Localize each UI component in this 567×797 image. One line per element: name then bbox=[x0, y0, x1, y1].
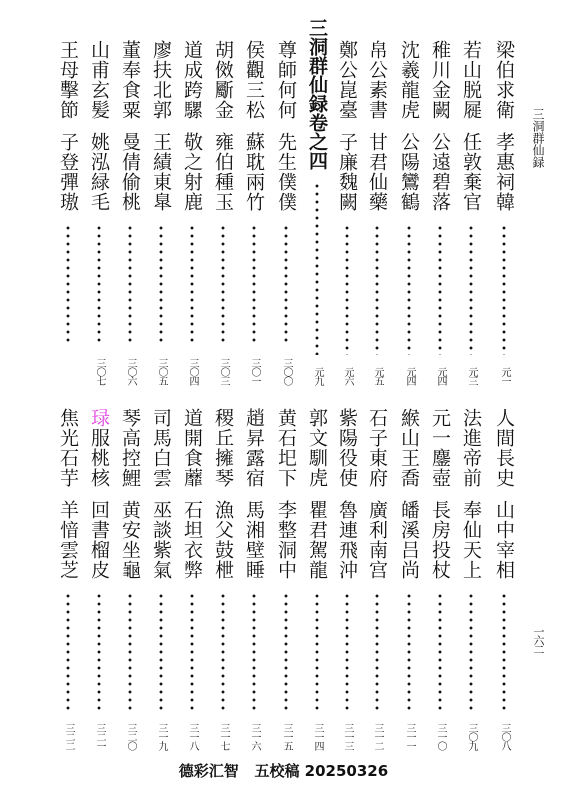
entry-title-paired: 長房投杖 bbox=[429, 500, 451, 580]
leader-dots bbox=[159, 592, 163, 711]
entry-page: 元四 bbox=[435, 367, 446, 385]
entry-page: 元九 bbox=[312, 367, 323, 385]
leader-dots bbox=[190, 224, 194, 346]
entry-title: 法進帝前 bbox=[460, 408, 482, 488]
entry-title: 鄭公崑臺 bbox=[336, 40, 358, 120]
entry-title: 稷丘擁琴 bbox=[212, 408, 234, 488]
entry-title-paired: 山中宰相 bbox=[493, 500, 515, 580]
entry-page: 三〇六 bbox=[125, 358, 136, 385]
entry-title: 王母擊節 bbox=[57, 40, 79, 120]
entry-title-paired: 孝惠祠韓 bbox=[493, 132, 515, 212]
entry-page: 三一一 bbox=[404, 723, 415, 750]
entry-title-paired: 任敦棄官 bbox=[460, 132, 482, 212]
leader-dots bbox=[284, 224, 288, 346]
leader-dots bbox=[159, 224, 163, 346]
entry-title: 元一鏖壺 bbox=[429, 408, 451, 488]
entry-title: 山甫玄髪 bbox=[88, 40, 110, 120]
toc-entry bbox=[54, 40, 82, 385]
leader-dots bbox=[407, 592, 411, 711]
entry-page: 三一六 bbox=[249, 723, 260, 750]
entry-title-paired: 廣利南宫 bbox=[366, 500, 388, 580]
toc-entry bbox=[272, 40, 300, 385]
entry-title: 焦光石芋 bbox=[57, 408, 79, 488]
entry-title-paired: 先生僕僕 bbox=[275, 132, 297, 212]
leader-dots bbox=[128, 592, 132, 711]
entry-title-paired: 公遠碧落 bbox=[429, 132, 451, 212]
toc-entry bbox=[490, 408, 518, 750]
entry-title-paired: 李整洞中 bbox=[275, 500, 297, 580]
entry-page: 元三 bbox=[466, 367, 477, 385]
toc-entry bbox=[303, 408, 331, 750]
volume-heading bbox=[303, 18, 331, 385]
toc-entry bbox=[490, 40, 518, 385]
leader-dots bbox=[345, 224, 349, 355]
entry-title: 紫陽役使 bbox=[336, 408, 358, 488]
toc-entry bbox=[457, 408, 485, 750]
entry-page: 元六 bbox=[342, 367, 353, 385]
highlighted-character: 琭 bbox=[88, 408, 110, 428]
leader-dots bbox=[97, 224, 101, 346]
toc-entry bbox=[240, 40, 268, 385]
entry-title-paired: 子登彈璈 bbox=[57, 132, 79, 212]
entry-title: 稚川金闕 bbox=[429, 40, 451, 120]
proof-footer: 德彩汇智 五校稿 20250326 bbox=[178, 762, 389, 780]
toc-entry bbox=[395, 40, 423, 385]
entry-title-paired: 馬湘壁睡 bbox=[243, 500, 265, 580]
entry-page: 三二〇 bbox=[125, 723, 136, 750]
entry-title: 人間長史 bbox=[493, 408, 515, 488]
leader-dots bbox=[407, 224, 411, 355]
leader-dots bbox=[252, 224, 256, 346]
entry-title-rest: 服桃核 bbox=[88, 428, 110, 488]
leader-dots bbox=[66, 592, 70, 711]
entry-page: 三一四 bbox=[312, 723, 323, 750]
entry-title-paired: 甘君仙藥 bbox=[366, 132, 388, 212]
toc-entry bbox=[426, 408, 454, 750]
entry-title bbox=[85, 408, 113, 488]
entry-page: 三〇一 bbox=[249, 358, 260, 385]
leader-dots bbox=[469, 224, 473, 355]
volume-heading-text: 三洞群仙録卷之四 bbox=[306, 18, 328, 170]
entry-title: 梁伯求衛 bbox=[493, 40, 515, 120]
entry-title-paired: 漁父鼓枻 bbox=[212, 500, 234, 580]
toc-entry bbox=[178, 408, 206, 750]
leader-dots bbox=[502, 592, 506, 711]
toc-entry bbox=[178, 40, 206, 385]
entry-title: 胡傚斸金 bbox=[212, 40, 234, 120]
entry-page: 三一八 bbox=[187, 723, 198, 750]
toc-entry bbox=[363, 408, 391, 750]
entry-title-paired: 雍伯種玉 bbox=[212, 132, 234, 212]
entry-title-paired: 敬之射鹿 bbox=[181, 132, 203, 212]
leader-dots bbox=[438, 592, 442, 711]
entry-title: 帛公素書 bbox=[366, 40, 388, 120]
entry-page: 元四 bbox=[404, 367, 415, 385]
toc-entry bbox=[240, 408, 268, 750]
entry-page: 元一 bbox=[499, 367, 510, 385]
toc-entry bbox=[457, 40, 485, 385]
entry-title: 尊師何何 bbox=[275, 40, 297, 120]
entry-title-paired: 石坦衣弊 bbox=[181, 500, 203, 580]
leader-dots bbox=[66, 224, 70, 346]
entry-title-paired: 瞿君駕龍 bbox=[306, 500, 328, 580]
leader-dots bbox=[345, 592, 349, 711]
leader-dots bbox=[438, 224, 442, 355]
entry-title: 侯觀三松 bbox=[243, 40, 265, 120]
entry-title: 廖扶北郭 bbox=[150, 40, 172, 120]
entry-title: 郭文馴虎 bbox=[306, 408, 328, 488]
leader-dots bbox=[375, 592, 379, 711]
entry-title-paired: 公陽鸞鶴 bbox=[398, 132, 420, 212]
entry-page: 三二一 bbox=[94, 723, 105, 750]
toc-entry bbox=[426, 40, 454, 385]
entry-title: 緱山王喬 bbox=[398, 408, 420, 488]
entry-page: 三〇八 bbox=[499, 723, 510, 750]
leader-dots bbox=[315, 592, 319, 711]
entry-page: 三〇九 bbox=[466, 723, 477, 750]
leader-dots bbox=[315, 182, 319, 355]
entry-title-paired: 子廉魏闕 bbox=[336, 132, 358, 212]
leader-dots bbox=[469, 592, 473, 711]
entry-title-paired: 曼倩偷桃 bbox=[119, 132, 141, 212]
entry-title: 司馬白雲 bbox=[150, 408, 172, 488]
leader-dots bbox=[190, 592, 194, 711]
leader-dots bbox=[128, 224, 132, 346]
entry-page: 三一〇 bbox=[435, 723, 446, 750]
entry-page: 三二二 bbox=[63, 723, 74, 750]
entry-page: 三一五 bbox=[281, 723, 292, 750]
toc-entry bbox=[147, 408, 175, 750]
entry-title-paired: 蘇耽兩竹 bbox=[243, 132, 265, 212]
entry-page: 三〇五 bbox=[156, 358, 167, 385]
entry-page: 三〇〇 bbox=[281, 358, 292, 385]
entry-title: 道開食蘼 bbox=[181, 408, 203, 488]
entry-page: 三一二 bbox=[372, 723, 383, 750]
leader-dots bbox=[284, 592, 288, 711]
entry-page: 元五 bbox=[372, 367, 383, 385]
toc-entry bbox=[395, 408, 423, 750]
entry-title: 石子東府 bbox=[366, 408, 388, 488]
entry-title: 黄石圯下 bbox=[275, 408, 297, 488]
leader-dots bbox=[375, 224, 379, 355]
toc-entry bbox=[272, 408, 300, 750]
entry-title: 若山脱屣 bbox=[460, 40, 482, 120]
toc-entry bbox=[333, 408, 361, 750]
toc-entry bbox=[116, 408, 144, 750]
page-number: 一六二 bbox=[532, 626, 545, 653]
running-header-title: 三洞群仙録 bbox=[531, 108, 545, 168]
entry-title: 道成跨騾 bbox=[181, 40, 203, 120]
entry-title-paired: 皤溪吕尚 bbox=[398, 500, 420, 580]
entry-title-paired: 巫談紫氣 bbox=[150, 500, 172, 580]
toc-entry bbox=[85, 408, 113, 750]
toc-entry bbox=[85, 40, 113, 385]
leader-dots bbox=[221, 224, 225, 346]
leader-dots bbox=[97, 592, 101, 711]
entry-title: 琴高控鯉 bbox=[119, 408, 141, 488]
entry-page: 三〇七 bbox=[94, 358, 105, 385]
entry-page: 三〇四 bbox=[187, 358, 198, 385]
toc-entry bbox=[209, 40, 237, 385]
entry-title: 沈羲龍虎 bbox=[398, 40, 420, 120]
entry-title-paired: 羊愔雲芝 bbox=[57, 500, 79, 580]
entry-title: 董奉食粟 bbox=[119, 40, 141, 120]
toc-entry bbox=[116, 40, 144, 385]
toc-entry bbox=[209, 408, 237, 750]
entry-page: 三一七 bbox=[218, 723, 229, 750]
toc-entry bbox=[147, 40, 175, 385]
entry-page: 三一九 bbox=[156, 723, 167, 750]
entry-title-paired: 回書榴皮 bbox=[88, 500, 110, 580]
toc-entry bbox=[333, 40, 361, 385]
entry-title-paired: 王績東臯 bbox=[150, 132, 172, 212]
entry-title-paired: 魯連飛沖 bbox=[336, 500, 358, 580]
toc-entry bbox=[54, 408, 82, 750]
entry-title-paired: 黄安坐龜 bbox=[119, 500, 141, 580]
entry-title-paired: 姚泓緑毛 bbox=[88, 132, 110, 212]
toc-entry bbox=[363, 40, 391, 385]
entry-title: 趙昇露宿 bbox=[243, 408, 265, 488]
leader-dots bbox=[502, 224, 506, 355]
leader-dots bbox=[221, 592, 225, 711]
entry-page: 三一三 bbox=[342, 723, 353, 750]
entry-title-paired: 奉仙天上 bbox=[460, 500, 482, 580]
leader-dots bbox=[252, 592, 256, 711]
entry-page: 三〇三 bbox=[218, 358, 229, 385]
